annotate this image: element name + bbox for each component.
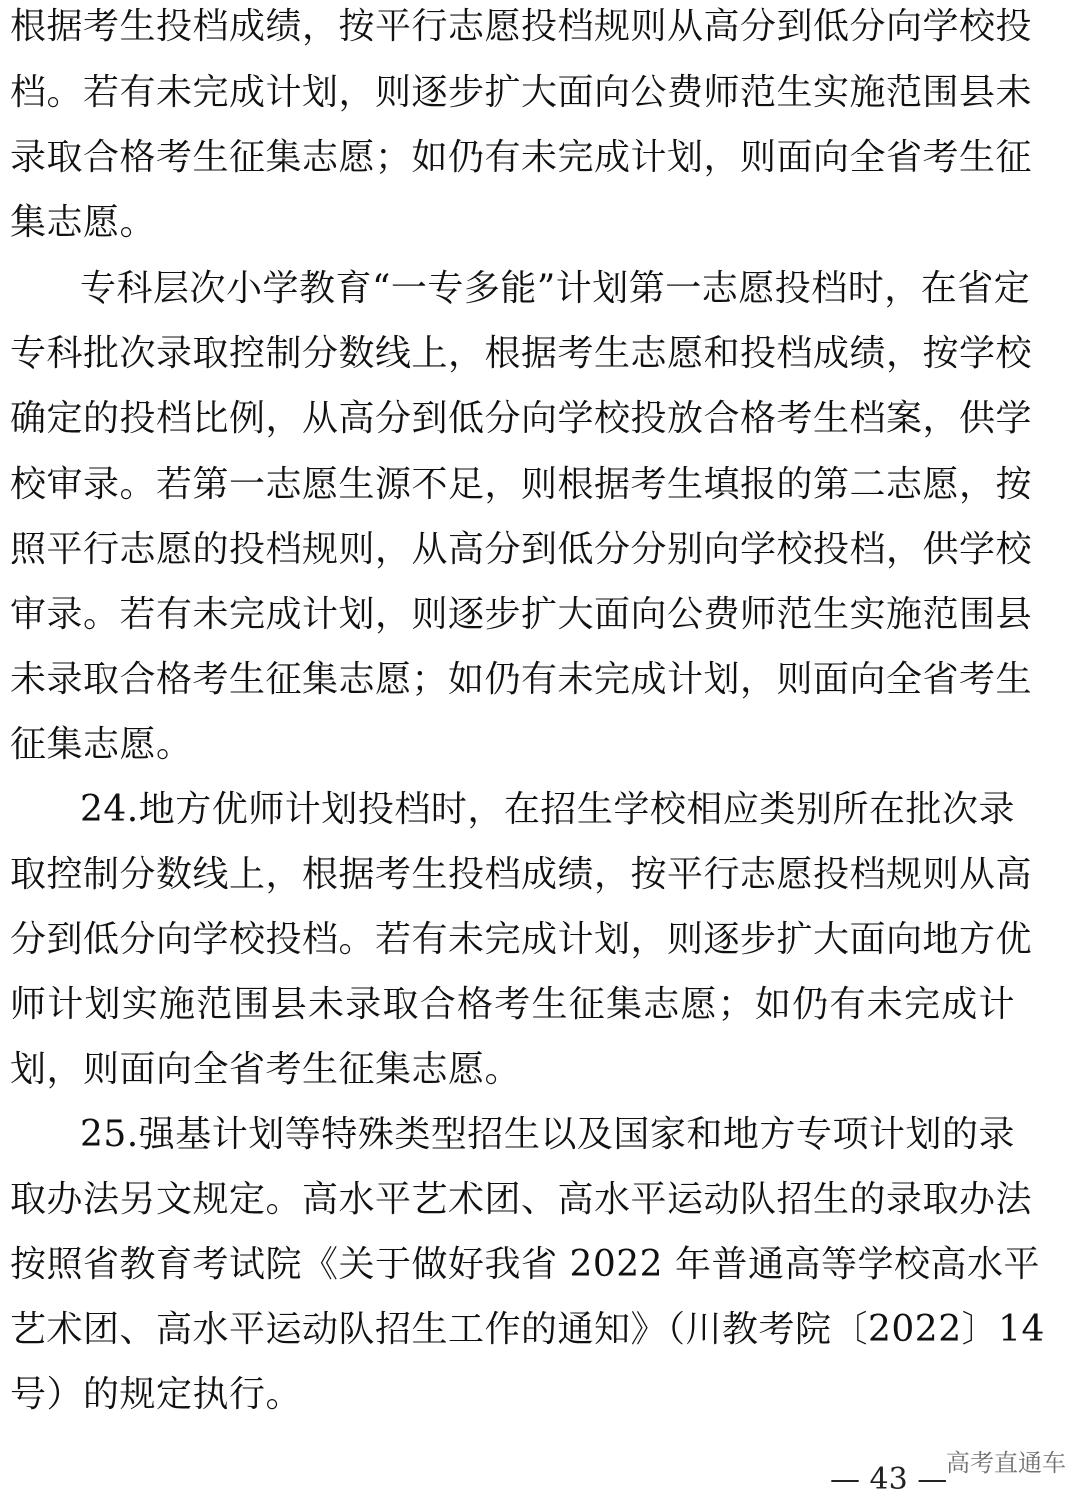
text-line: 未录取合格考生征集志愿；如仍有未完成计划，则面向全省考生 <box>10 659 1033 700</box>
text-line: 按照省教育考试院《关于做好我省 2022 年普通高等学校高水平 <box>10 1244 1041 1285</box>
watermark-text: 高考直通车 <box>946 1449 1066 1477</box>
text-line: 审录。若有未完成计划，则逐步扩大面向公费师范生实施范围县 <box>10 594 1033 635</box>
text-line: 师计划实施范围县未录取合格考生征集志愿；如仍有未完成计 <box>10 984 1015 1025</box>
text-line: 分到低分向学校投档。若有未完成计划，则逐步扩大面向地方优 <box>10 919 1033 960</box>
text-line: 校审录。若第一志愿生源不足，则根据考生填报的第二志愿，按 <box>10 464 1033 505</box>
text-line: 取控制分数线上，根据考生投档成绩，按平行志愿投档规则从高 <box>10 854 1033 895</box>
text-line: 专科层次小学教育“一专多能”计划第一志愿投档时，在省定 <box>80 268 1031 309</box>
text-line: 根据考生投档成绩，按平行志愿投档规则从高分到低分向学校投 <box>10 6 1033 47</box>
text-line: 专科批次录取控制分数线上，根据考生志愿和投档成绩，按学校 <box>10 333 1033 374</box>
page-number: — 43 — <box>830 1462 948 1497</box>
text-line: 取办法另文规定。高水平艺术团、高水平运动队招生的录取办法 <box>10 1179 1033 1220</box>
text-line: 录取合格考生征集志愿；如仍有未完成计划，则面向全省考生征 <box>10 137 1033 178</box>
text-line: 艺术团、高水平运动队招生工作的通知》（川教考院〔2022〕14 <box>10 1309 1045 1350</box>
text-line: 划，则面向全省考生征集志愿。 <box>10 1049 522 1090</box>
text-line: 确定的投档比例，从高分到低分向学校投放合格考生档案，供学 <box>10 398 1033 439</box>
text-line: 25.强基计划等特殊类型招生以及国家和地方专项计划的录 <box>80 1114 1015 1155</box>
text-line: 照平行志愿的投档规则，从高分到低分分别向学校投档，供学校 <box>10 529 1033 570</box>
text-line: 征集志愿。 <box>10 724 193 765</box>
text-line: 号）的规定执行。 <box>10 1374 303 1415</box>
text-line: 集志愿。 <box>10 202 157 243</box>
text-line: 24.地方优师计划投档时，在招生学校相应类别所在批次录 <box>80 789 1015 830</box>
text-line: 档。若有未完成计划，则逐步扩大面向公费师范生实施范围县未 <box>10 72 1033 113</box>
